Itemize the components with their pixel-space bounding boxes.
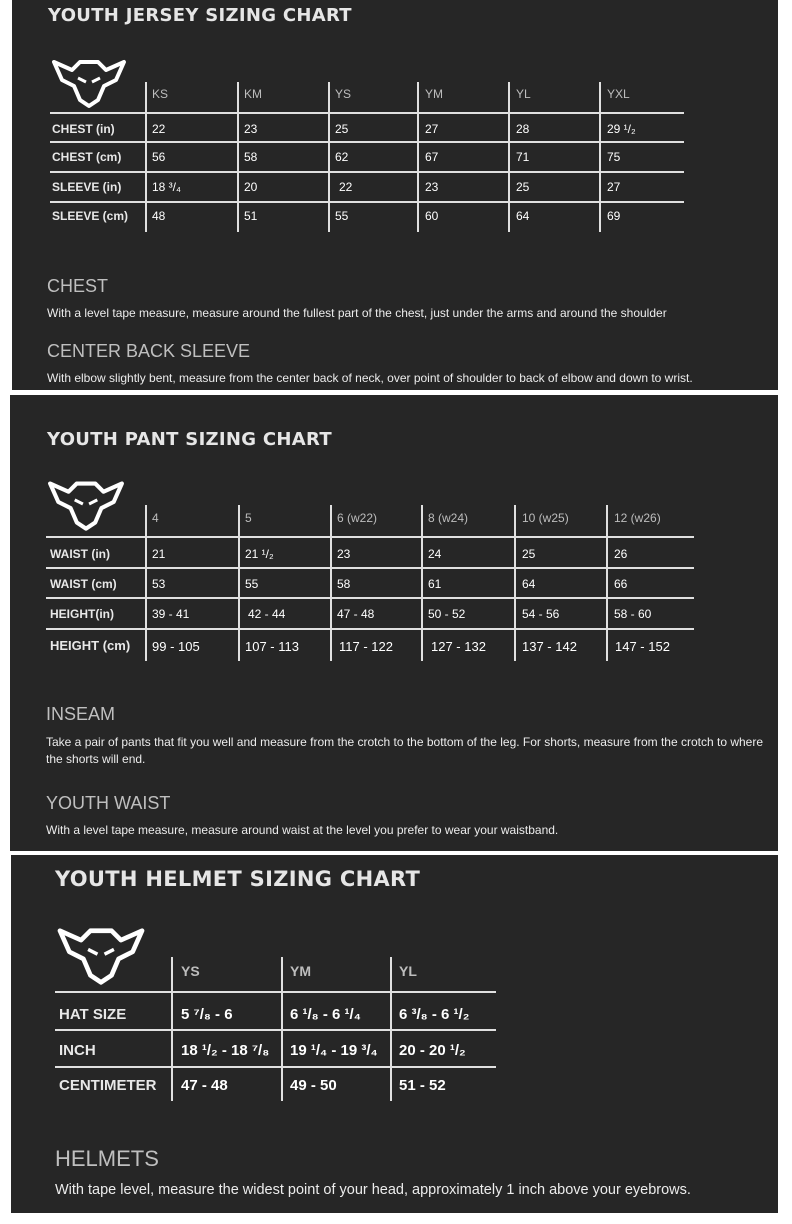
table-cell: 18 ³/₄ <box>152 180 181 194</box>
row-label: HEIGHT (cm) <box>50 638 131 653</box>
table-cell: 25 <box>522 547 536 561</box>
table-cell: 51 - 52 <box>399 1077 446 1094</box>
table-cell: 107 - 113 <box>245 639 299 654</box>
column-header: 5 <box>245 511 252 525</box>
table-divider <box>145 82 147 232</box>
table-divider <box>606 505 608 661</box>
section-heading: HELMETS <box>55 1146 159 1171</box>
table-cell: 137 - 142 <box>522 639 577 654</box>
table-rule <box>55 1029 496 1031</box>
column-header: 8 (w24) <box>428 511 469 525</box>
table-divider <box>238 505 240 661</box>
table-cell: 24 <box>428 547 442 561</box>
helmet-chart-title: YOUTH HELMET SIZING CHART <box>55 867 421 891</box>
table-cell: 39 - 41 <box>152 607 190 621</box>
table-cell: 64 <box>522 577 536 591</box>
table-cell: 23 <box>244 122 258 136</box>
column-header: KM <box>244 87 262 101</box>
table-cell: 55 <box>335 209 349 223</box>
table-cell: 23 <box>337 547 351 561</box>
table-cell: 18 ¹/₂ - 18 ⁷/₈ <box>181 1042 270 1059</box>
table-cell: 62 <box>335 150 349 164</box>
column-header: YS <box>335 87 352 101</box>
section-heading: CENTER BACK SLEEVE <box>47 341 251 361</box>
table-cell: 67 <box>425 150 439 164</box>
row-label: CENTIMETER <box>59 1077 157 1094</box>
column-header: 4 <box>152 511 159 525</box>
table-cell: 71 <box>516 150 530 164</box>
table-cell: 51 <box>244 209 258 223</box>
table-cell: 75 <box>607 150 621 164</box>
table-cell: 5 ⁷/₈ - 6 <box>181 1006 233 1023</box>
column-header: YXL <box>607 87 630 101</box>
pant-panel <box>10 395 778 851</box>
fox-head-logo-icon <box>50 52 128 110</box>
row-label: CHEST (cm) <box>52 150 122 164</box>
table-rule <box>55 1066 496 1068</box>
table-cell: 47 - 48 <box>181 1077 228 1094</box>
table-cell: 20 <box>244 180 258 194</box>
table-divider <box>171 957 173 1101</box>
table-cell: 55 <box>245 577 259 591</box>
table-rule <box>55 991 496 993</box>
table-cell: 20 - 20 ¹/₂ <box>399 1042 466 1059</box>
table-cell: 25 <box>516 180 530 194</box>
table-cell: 56 <box>152 150 166 164</box>
section-heading: INSEAM <box>46 704 116 724</box>
table-cell: 49 - 50 <box>290 1077 337 1094</box>
pant-chart-title: YOUTH PANT SIZING CHART <box>47 429 332 450</box>
table-cell: 21 ¹/₂ <box>245 547 274 561</box>
column-header: YL <box>516 87 531 101</box>
column-header: 10 (w25) <box>522 511 569 525</box>
table-divider <box>330 505 332 661</box>
row-label: HEIGHT(in) <box>50 607 114 621</box>
table-cell: 6 ¹/₈ - 6 ¹/₄ <box>290 1006 361 1023</box>
column-header: 6 (w22) <box>337 511 378 525</box>
section-text: Take a pair of pants that fit you well and measure from the crotch to the bottom of the leg. For shorts, measure from the crotch to where the shorts will end. <box>46 735 764 766</box>
helmet-panel <box>11 855 778 1213</box>
column-header: YL <box>399 963 417 979</box>
table-cell: 127 - 132 <box>431 639 486 654</box>
table-cell: 58 <box>244 150 258 164</box>
table-cell: 29 ¹/₂ <box>607 122 636 136</box>
row-label: WAIST (in) <box>50 547 110 561</box>
table-cell: 42 - 44 <box>248 607 286 621</box>
table-divider <box>281 957 283 1101</box>
jersey-chart-title: YOUTH JERSEY SIZING CHART <box>48 5 352 26</box>
column-header: YM <box>425 87 443 101</box>
table-rule <box>46 597 694 599</box>
row-label: WAIST (cm) <box>50 577 117 591</box>
section-text: With a level tape measure, measure around the fullest part of the chest, just under the arms and around the shoulder <box>47 306 667 320</box>
table-cell: 23 <box>425 180 439 194</box>
column-header: KS <box>152 87 169 101</box>
table-cell: 6 ³/₈ - 6 ¹/₂ <box>399 1006 470 1023</box>
row-label: SLEEVE (cm) <box>52 209 129 223</box>
table-rule <box>46 628 694 630</box>
table-cell: 69 <box>607 209 621 223</box>
section-heading: CHEST <box>47 276 109 296</box>
table-cell: 53 <box>152 577 166 591</box>
table-cell: 58 - 60 <box>614 607 652 621</box>
table-divider <box>421 505 423 661</box>
table-cell: 60 <box>425 209 439 223</box>
table-cell: 19 ¹/₄ - 19 ³/₄ <box>290 1042 378 1059</box>
section-text: With elbow slightly bent, measure from the center back of neck, over point of shoulder to back of elbow and down to wrist. <box>47 371 693 385</box>
section-heading: YOUTH WAIST <box>46 793 171 813</box>
table-cell: 22 <box>339 180 353 194</box>
table-cell: 66 <box>614 577 628 591</box>
table-cell: 27 <box>607 180 621 194</box>
table-cell: 48 <box>152 209 166 223</box>
row-label: INCH <box>59 1042 96 1059</box>
table-cell: 99 - 105 <box>152 639 200 654</box>
table-rule <box>46 536 694 538</box>
table-cell: 47 - 48 <box>337 607 375 621</box>
table-cell: 25 <box>335 122 349 136</box>
table-cell: 21 <box>152 547 166 561</box>
jersey-panel <box>12 0 778 390</box>
table-divider <box>390 957 392 1101</box>
row-label: SLEEVE (in) <box>52 180 122 194</box>
table-cell: 28 <box>516 122 530 136</box>
table-cell: 26 <box>614 547 628 561</box>
table-cell: 147 - 152 <box>615 639 670 654</box>
fox-head-logo-icon <box>55 919 147 987</box>
table-divider <box>514 505 516 661</box>
table-divider <box>508 82 510 232</box>
table-cell: 50 - 52 <box>428 607 466 621</box>
table-cell: 22 <box>152 122 166 136</box>
table-cell: 27 <box>425 122 439 136</box>
row-label: CHEST (in) <box>52 122 115 136</box>
table-cell: 117 - 122 <box>339 639 393 654</box>
section-text: With tape level, measure the widest point of your head, approximately 1 inch above your eyebrows. <box>55 1182 691 1198</box>
table-cell: 58 <box>337 577 351 591</box>
table-divider <box>237 82 239 232</box>
table-cell: 54 - 56 <box>522 607 560 621</box>
row-label: HAT SIZE <box>59 1006 127 1023</box>
table-divider <box>599 82 601 232</box>
table-divider <box>328 82 330 232</box>
table-divider <box>417 82 419 232</box>
column-header: 12 (w26) <box>614 511 661 525</box>
column-header: YM <box>290 963 311 979</box>
table-cell: 64 <box>516 209 530 223</box>
fox-head-logo-icon <box>46 473 126 533</box>
section-text: With a level tape measure, measure around waist at the level you prefer to wear your waistband. <box>46 823 559 837</box>
table-cell: 61 <box>428 577 442 591</box>
table-rule <box>46 567 694 569</box>
table-divider <box>145 505 147 661</box>
column-header: YS <box>181 963 200 979</box>
